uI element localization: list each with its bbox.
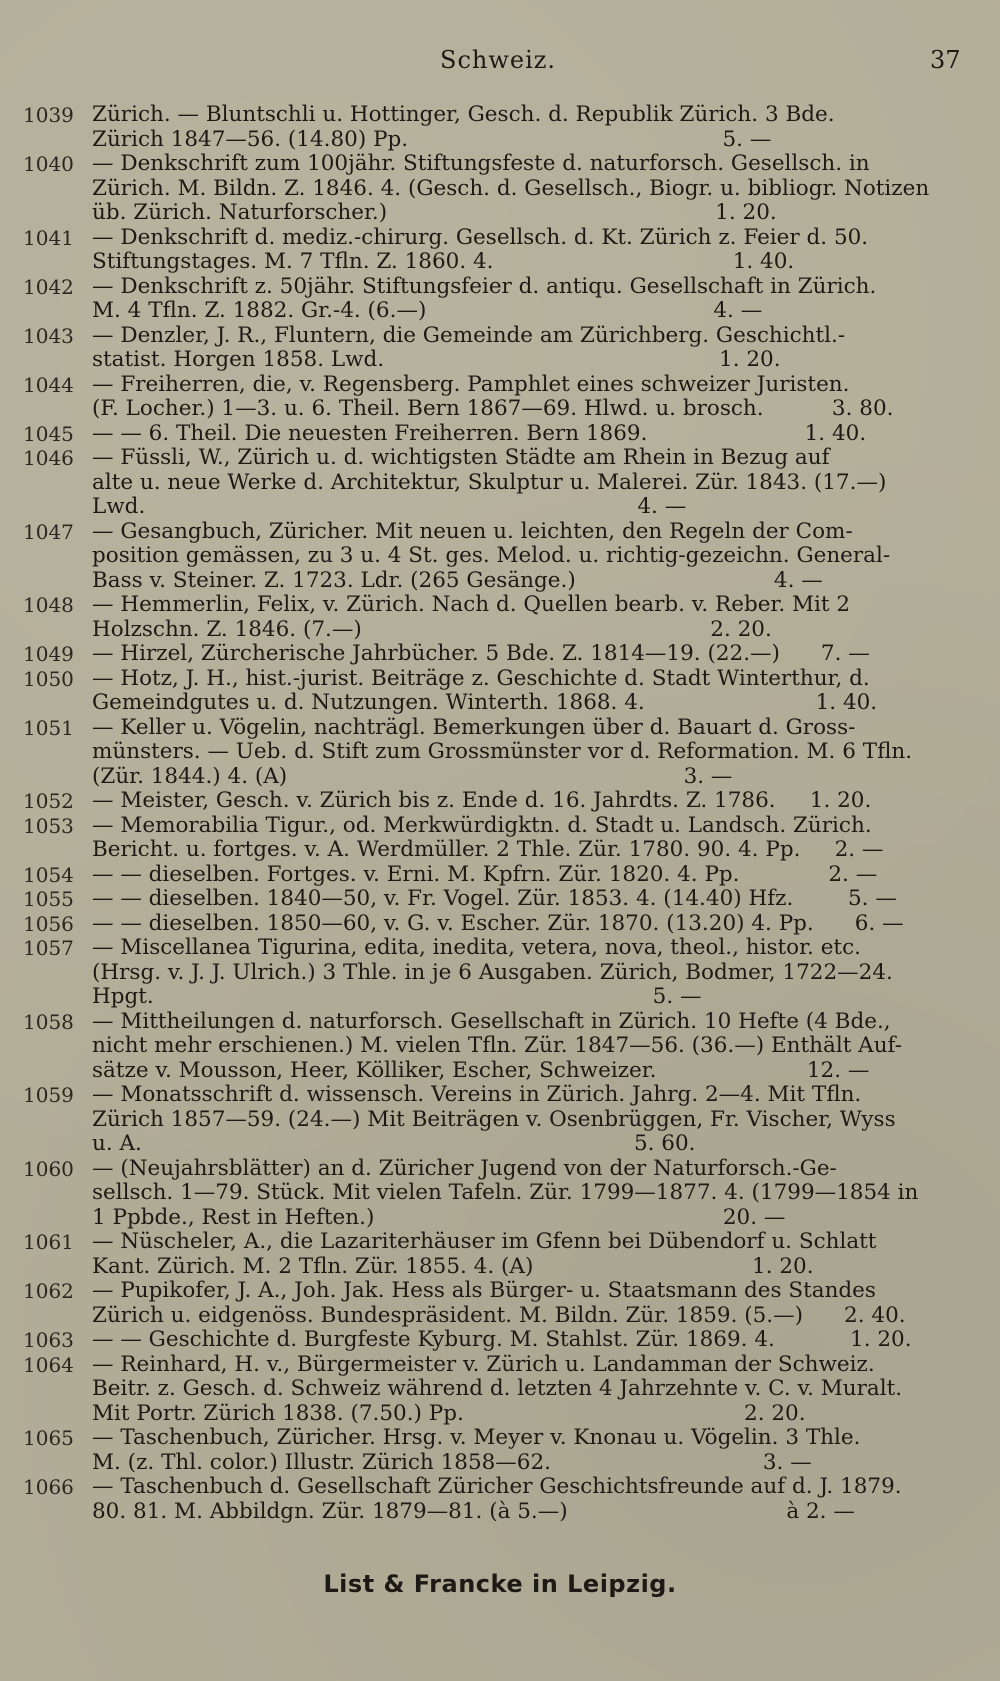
entry-number: 1059 <box>23 1083 74 1107</box>
entry-number: 1065 <box>23 1426 74 1450</box>
entry-number: 1056 <box>23 911 74 936</box>
entry-line: — — dieselben. 1850—60, v. G. v. Escher. Zür. 1870. (13.20) 4. Pp. 6. — <box>92 911 904 936</box>
entry-line: — Hirzel, Zürcherische Jahrbücher. 5 Bde. Z. 1814—19. (22.—) 7. — <box>92 642 870 666</box>
entry-line: — Freiherren, die, v. Regensberg. Pamphlet eines schweizer Juristen. <box>92 372 850 397</box>
entry-number: 1050 <box>23 666 74 691</box>
entry-line: Bass v. Steiner. Z. 1723. Ldr. (265 Gesänge.) 4. — <box>92 568 823 593</box>
entry-line: — Pupikofer, J. A., Joh. Jak. Hess als Bürger- u. Staatsmann des Standes <box>92 1279 876 1303</box>
entry-line: — — dieselben. Fortges. v. Erni. M. Kpfrn. Zür. 1820. 4. Pp. 2. — <box>92 862 878 887</box>
entry-number: 1066 <box>23 1475 74 1499</box>
catalog-entry <box>0 422 1000 447</box>
catalog-entry <box>0 446 1000 520</box>
entry-line: — Denkschrift zum 100jähr. Stiftungsfeste d. naturforsch. Gesellsch. in <box>92 152 870 176</box>
catalog-entry <box>0 226 1000 275</box>
entry-line: Stiftungstages. M. 7 Tfln. Z. 1860. 4. 1. 40. <box>92 250 795 274</box>
catalog-entry <box>0 863 1000 888</box>
entry-line: — Hemmerlin, Felix, v. Zürich. Nach d. Quellen bearb. v. Reber. Mit 2 <box>92 593 851 617</box>
entry-number: 1039 <box>23 103 74 127</box>
entry-number: 1041 <box>23 225 74 250</box>
entry-line: — Denkschrift d. mediz.-chirurg. Gesellsch. d. Kt. Zürich z. Feier d. 50. <box>92 225 869 250</box>
catalog-entry <box>0 912 1000 937</box>
entry-line: — — 6. Theil. Die neuesten Freiherren. Bern 1869. 1. 40. <box>92 421 867 446</box>
entry-line: Mit Portr. Zürich 1838. (7.50.) Pp. 2. 20. <box>92 1401 806 1426</box>
entry-line: — Mittheilungen d. naturforsch. Gesellschaft in Zürich. 10 Hefte (4 Bde., <box>92 1009 891 1034</box>
entry-number: 1061 <box>23 1230 74 1254</box>
catalog-entry <box>0 1083 1000 1157</box>
catalog-entry <box>0 373 1000 422</box>
catalog-entry <box>0 593 1000 642</box>
entry-number: 1042 <box>23 274 74 299</box>
entry-number: 1060 <box>23 1156 74 1181</box>
page-header <box>0 38 1000 78</box>
catalog-entry <box>0 520 1000 594</box>
entry-line: 80. 81. M. Abbildgn. Zür. 1879—81. (à 5.—) à 2. — <box>92 1499 855 1524</box>
entry-line: Beitr. z. Gesch. d. Schweiz während d. letzten 4 Jahrzehnte v. C. v. Muralt. <box>92 1377 903 1401</box>
catalog-entry <box>0 716 1000 790</box>
entry-line: Zürich. — Bluntschli u. Hottinger, Gesch. d. Republik Zürich. 3 Bde. <box>92 103 835 127</box>
catalog-entry <box>0 1475 1000 1524</box>
entry-line: — Meister, Gesch. v. Zürich bis z. Ende d. 16. Jahrdts. Z. 1786. 1. 20. <box>92 789 872 813</box>
entry-line: Zürich 1857—59. (24.—) Mit Beiträgen v. Osenbrüggen, Fr. Vischer, Wyss <box>92 1107 896 1132</box>
entry-number: 1063 <box>23 1328 74 1352</box>
catalog-entry <box>0 275 1000 324</box>
catalog-entry <box>0 152 1000 226</box>
entry-line: — Taschenbuch, Züricher. Hrsg. v. Meyer v. Knonau u. Vögelin. 3 Thle. <box>92 1426 861 1450</box>
entry-number: 1064 <box>23 1352 74 1377</box>
entry-number: 1058 <box>23 1009 74 1034</box>
entry-number: 1062 <box>23 1279 74 1303</box>
entry-line: Hpgt. 5. — <box>92 985 702 1009</box>
entry-line: Bericht. u. fortges. v. A. Werdmüller. 2 Thle. Zür. 1780. 90. 4. Pp. 2. — <box>92 838 884 862</box>
entry-number: 1045 <box>23 421 74 446</box>
entry-line: M. (z. Thl. color.) Illustr. Zürich 1858—62. 3. — <box>92 1450 812 1475</box>
catalog-entry <box>0 1230 1000 1279</box>
entry-line: — Gesangbuch, Züricher. Mit neuen u. leichten, den Regeln der Com- <box>92 519 853 544</box>
entry-line: sätze v. Mousson, Heer, Kölliker, Escher, Schweizer. 12. — <box>92 1058 870 1083</box>
page-title: Schweiz. <box>440 46 557 74</box>
entry-number: 1046 <box>23 446 74 470</box>
catalog-entry <box>0 1328 1000 1353</box>
entry-number: 1053 <box>23 813 74 838</box>
entry-number: 1048 <box>23 593 74 617</box>
entry-number: 1047 <box>23 519 74 544</box>
entry-line: M. 4 Tfln. Z. 1882. Gr.-4. (6.—) 4. — <box>92 299 763 323</box>
catalog-entry <box>0 642 1000 667</box>
catalog-entry <box>0 814 1000 863</box>
entry-line: — (Neujahrsblätter) an d. Züricher Jugend von der Naturforsch.-Ge- <box>92 1156 837 1181</box>
entry-line: Zürich u. eidgenöss. Bundespräsident. M. Bildn. Zür. 1859. (5.—) 2. 40. <box>92 1303 906 1328</box>
catalog-entry <box>0 1010 1000 1084</box>
entry-line: — — dieselben. 1840—50, v. Fr. Vogel. Zür. 1853. 4. (14.40) Hfz. 5. — <box>92 887 897 911</box>
entry-line: Kant. Zürich. M. 2 Tfln. Zür. 1855. 4. (A) 1. 20. <box>92 1254 814 1279</box>
catalog-entry <box>0 324 1000 373</box>
entry-number: 1043 <box>23 323 74 348</box>
catalog-entry <box>0 1279 1000 1328</box>
entry-number: 1057 <box>23 936 74 960</box>
entry-line: — Reinhard, H. v., Bürgermeister v. Zürich u. Landamman der Schweiz. <box>92 1352 875 1377</box>
catalog-entry <box>0 936 1000 1010</box>
entry-number: 1055 <box>23 887 74 911</box>
catalog-entry <box>0 103 1000 152</box>
entry-line: — Füssli, W., Zürich u. d. wichtigsten Städte am Rhein in Bezug auf <box>92 446 830 470</box>
entry-line: üb. Zürich. Naturforscher.) 1. 20. <box>92 201 777 225</box>
entry-number: 1044 <box>23 372 74 397</box>
entry-line: alte u. neue Werke d. Architektur, Skulptur u. Malerei. Zür. 1843. (17.—) <box>92 470 887 495</box>
entry-line: — Taschenbuch d. Gesellschaft Züricher Geschichtsfreunde auf d. J. 1879. <box>92 1475 902 1499</box>
entry-number: 1049 <box>23 642 74 666</box>
entry-line: — Keller u. Vögelin, nachträgl. Bemerkungen über d. Bauart d. Gross- <box>92 715 856 740</box>
catalog-entry <box>0 1353 1000 1427</box>
entry-line: (Zür. 1844.) 4. (A) 3. — <box>92 764 733 789</box>
entry-line: Zürich 1847—56. (14.80) Pp. 5. — <box>92 127 772 152</box>
entry-number: 1054 <box>23 862 74 887</box>
entry-line: Gemeindgutes u. d. Nutzungen. Winterth. 1868. 4. 1. 40. <box>92 691 878 715</box>
entry-line: Lwd. 4. — <box>92 495 687 519</box>
publisher-footer: List & Francke in Leipzig. <box>323 1570 677 1598</box>
entry-line: position gemässen, zu 3 u. 4 St. ges. Melod. u. richtig-gezeichn. General- <box>92 544 891 568</box>
entry-line: — Nüscheler, A., die Lazariterhäuser im Gfenn bei Dübendorf u. Schlatt <box>92 1230 877 1254</box>
entry-line: sellsch. 1—79. Stück. Mit vielen Tafeln. Zür. 1799—1877. 4. (1799—1854 in <box>92 1181 919 1205</box>
catalog-entry <box>0 789 1000 814</box>
catalog-entry <box>0 887 1000 912</box>
entry-line: nicht mehr erschienen.) M. vielen Tfln. Zür. 1847—56. (36.—) Enthält Auf- <box>92 1034 902 1058</box>
entry-line: (F. Locher.) 1—3. u. 6. Theil. Bern 1867—69. Hlwd. u. brosch. 3. 80. <box>92 397 894 421</box>
entry-line: — Memorabilia Tigur., od. Merkwürdigktn. d. Stadt u. Landsch. Zürich. <box>92 813 872 838</box>
catalog-entry <box>0 667 1000 716</box>
entry-line: 1 Ppbde., Rest in Heften.) 20. — <box>92 1205 786 1230</box>
catalog-entry <box>0 1426 1000 1475</box>
catalog-entry <box>0 1157 1000 1231</box>
entry-line: statist. Horgen 1858. Lwd. 1. 20. <box>92 348 781 372</box>
entry-line: münsters. — Ueb. d. Stift zum Grossmünster vor d. Reformation. M. 6 Tfln. <box>92 740 913 764</box>
entry-line: — Hotz, J. H., hist.-jurist. Beiträge z. Geschichte d. Stadt Winterthur, d. <box>92 666 870 691</box>
entry-line: Holzschn. Z. 1846. (7.—) 2. 20. <box>92 617 772 642</box>
entry-number: 1051 <box>23 715 74 740</box>
entry-number: 1040 <box>23 152 74 176</box>
catalog-entries <box>0 103 1000 1524</box>
entry-line: — Denzler, J. R., Fluntern, die Gemeinde am Zürichberg. Geschichtl.- <box>92 323 846 348</box>
entry-line: (Hrsg. v. J. J. Ulrich.) 3 Thle. in je 6 Ausgaben. Zürich, Bodmer, 1722—24. <box>92 960 893 985</box>
entry-line: — Miscellanea Tigurina, edita, inedita, vetera, nova, theol., histor. etc. <box>92 936 861 960</box>
entry-line: — — Geschichte d. Burgfeste Kyburg. M. Stahlst. Zür. 1869. 4. 1. 20. <box>92 1328 912 1352</box>
page-number: 37 <box>930 46 961 74</box>
entry-line: — Denkschrift z. 50jähr. Stiftungsfeier d. antiqu. Gesellschaft in Zürich. <box>92 274 877 299</box>
entry-line: Zürich. M. Bildn. Z. 1846. 4. (Gesch. d. Gesellsch., Biogr. u. bibliogr. Notizen <box>92 176 930 201</box>
entry-line: u. A. 5. 60. <box>92 1132 696 1156</box>
entry-number: 1052 <box>23 789 74 813</box>
entry-line: — Monatsschrift d. wissensch. Vereins in Zürich. Jahrg. 2—4. Mit Tfln. <box>92 1083 862 1107</box>
